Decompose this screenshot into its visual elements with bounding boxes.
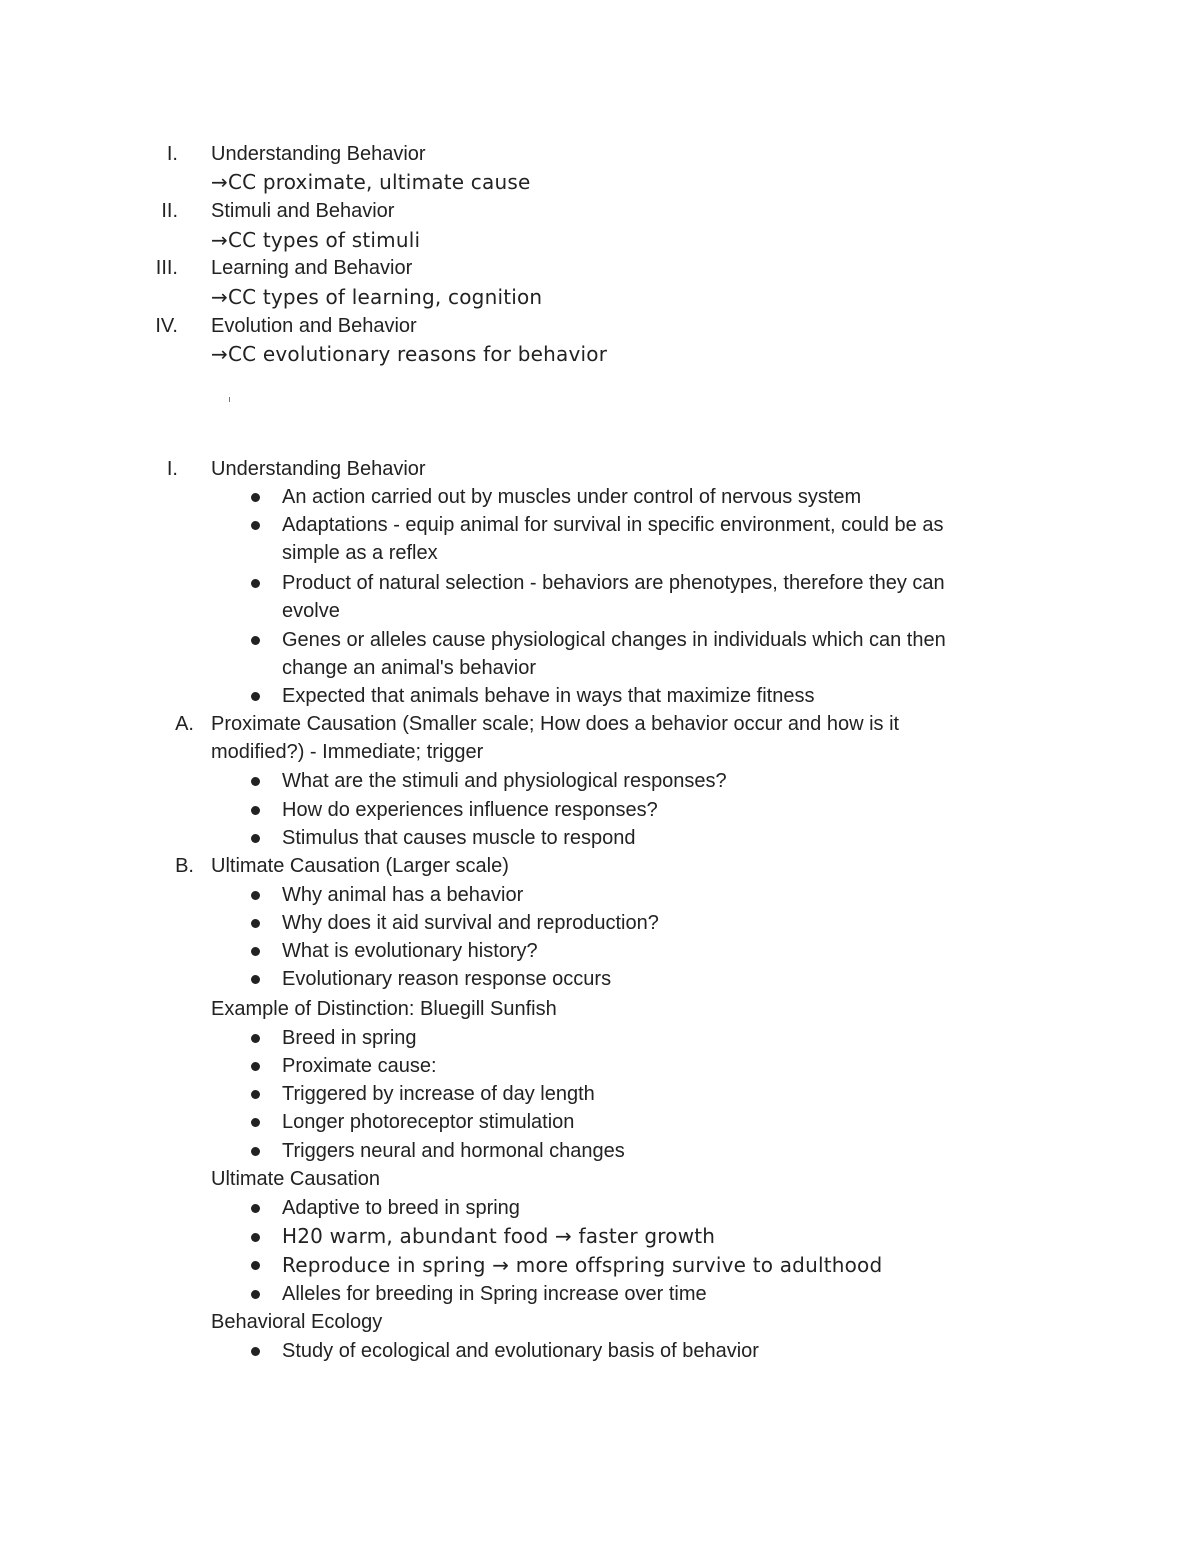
bullet-dot (251, 777, 260, 786)
bullet-dot (251, 1062, 260, 1071)
bullet-dot (251, 493, 260, 502)
bullet-dot (251, 1118, 260, 1127)
outline-cc-text: →CC types of learning, cognition (211, 285, 543, 309)
list-item: H20 warm, abundant food → faster growth (282, 1224, 716, 1248)
list-item: Longer photoreceptor stimulation (282, 1111, 575, 1133)
section-numeral: I. (166, 458, 178, 480)
outline-cc-text: →CC types of stimuli (211, 228, 421, 252)
list-item: Reproduce in spring → more offspring survive to adulthood (282, 1253, 883, 1277)
bullet-dot (251, 1347, 260, 1356)
list-item: Stimulus that causes muscle to respond (282, 827, 636, 849)
bullet-dot (251, 1290, 260, 1299)
ultimate-heading: Ultimate Causation (211, 1168, 380, 1190)
list-item: Study of ecological and evolutionary basis of behavior (282, 1340, 759, 1362)
list-item: What is evolutionary history? (282, 940, 538, 962)
list-item: Triggered by increase of day length (282, 1083, 595, 1105)
list-item-continuation: simple as a reflex (282, 542, 438, 564)
list-item-continuation: change an animal's behavior (282, 657, 536, 679)
list-item: Adaptations - equip animal for survival in specific environment, could be as (282, 514, 944, 536)
list-item: Expected that animals behave in ways that maximize fitness (282, 685, 815, 707)
subsection-letter: A. (175, 713, 194, 735)
outline-title: Evolution and Behavior (211, 315, 417, 337)
bullet-dot (251, 521, 260, 530)
list-item: Triggers neural and hormonal changes (282, 1140, 625, 1162)
list-item: Alleles for breeding in Spring increase over time (282, 1283, 707, 1305)
bullet-dot (251, 1233, 260, 1242)
outline-title: Understanding Behavior (211, 143, 426, 165)
bullet-dot (251, 636, 260, 645)
subsection-letter: B. (175, 855, 194, 877)
list-item: Product of natural selection - behaviors are phenotypes, therefore they can (282, 572, 945, 594)
bullet-dot (251, 692, 260, 701)
bullet-dot (251, 806, 260, 815)
list-item: Why animal has a behavior (282, 884, 524, 906)
list-item: Evolutionary reason response occurs (282, 968, 612, 990)
list-item: Genes or alleles cause physiological changes in individuals which can then (282, 629, 946, 651)
subsection-title: Ultimate Causation (Larger scale) (211, 855, 509, 877)
bullet-dot (251, 1090, 260, 1099)
outline-numeral: II. (161, 200, 178, 222)
outline-numeral: III. (155, 257, 178, 279)
outline-cc-text: →CC evolutionary reasons for behavior (211, 342, 608, 366)
list-item: Breed in spring (282, 1027, 417, 1049)
section-title: Understanding Behavior (211, 458, 426, 480)
outline-title: Stimuli and Behavior (211, 200, 395, 222)
stray-mark (229, 397, 230, 402)
bullet-dot (251, 1147, 260, 1156)
bullet-dot (251, 919, 260, 928)
bullet-dot (251, 834, 260, 843)
bullet-dot (251, 1204, 260, 1213)
list-item-continuation: evolve (282, 600, 340, 622)
list-item: Why does it aid survival and reproduction? (282, 912, 659, 934)
example-heading: Example of Distinction: Bluegill Sunfish (211, 998, 557, 1020)
list-item: Adaptive to breed in spring (282, 1197, 520, 1219)
outline-cc-text: →CC proximate, ultimate cause (211, 170, 531, 194)
list-item: Proximate cause: (282, 1055, 437, 1077)
list-item: An action carried out by muscles under control of nervous system (282, 486, 862, 508)
list-item: How do experiences influence responses? (282, 799, 658, 821)
outline-numeral: IV. (155, 315, 178, 337)
outline-title: Learning and Behavior (211, 257, 413, 279)
bullet-dot (251, 975, 260, 984)
ecology-heading: Behavioral Ecology (211, 1311, 383, 1333)
outline-numeral: I. (166, 143, 178, 165)
bullet-dot (251, 891, 260, 900)
subsection-title-continuation: modified?) - Immediate; trigger (211, 741, 484, 763)
subsection-title: Proximate Causation (Smaller scale; How does a behavior occur and how is it (211, 713, 900, 735)
bullet-dot (251, 579, 260, 588)
bullet-dot (251, 1261, 260, 1270)
bullet-dot (251, 947, 260, 956)
bullet-dot (251, 1034, 260, 1043)
list-item: What are the stimuli and physiological responses? (282, 770, 727, 792)
